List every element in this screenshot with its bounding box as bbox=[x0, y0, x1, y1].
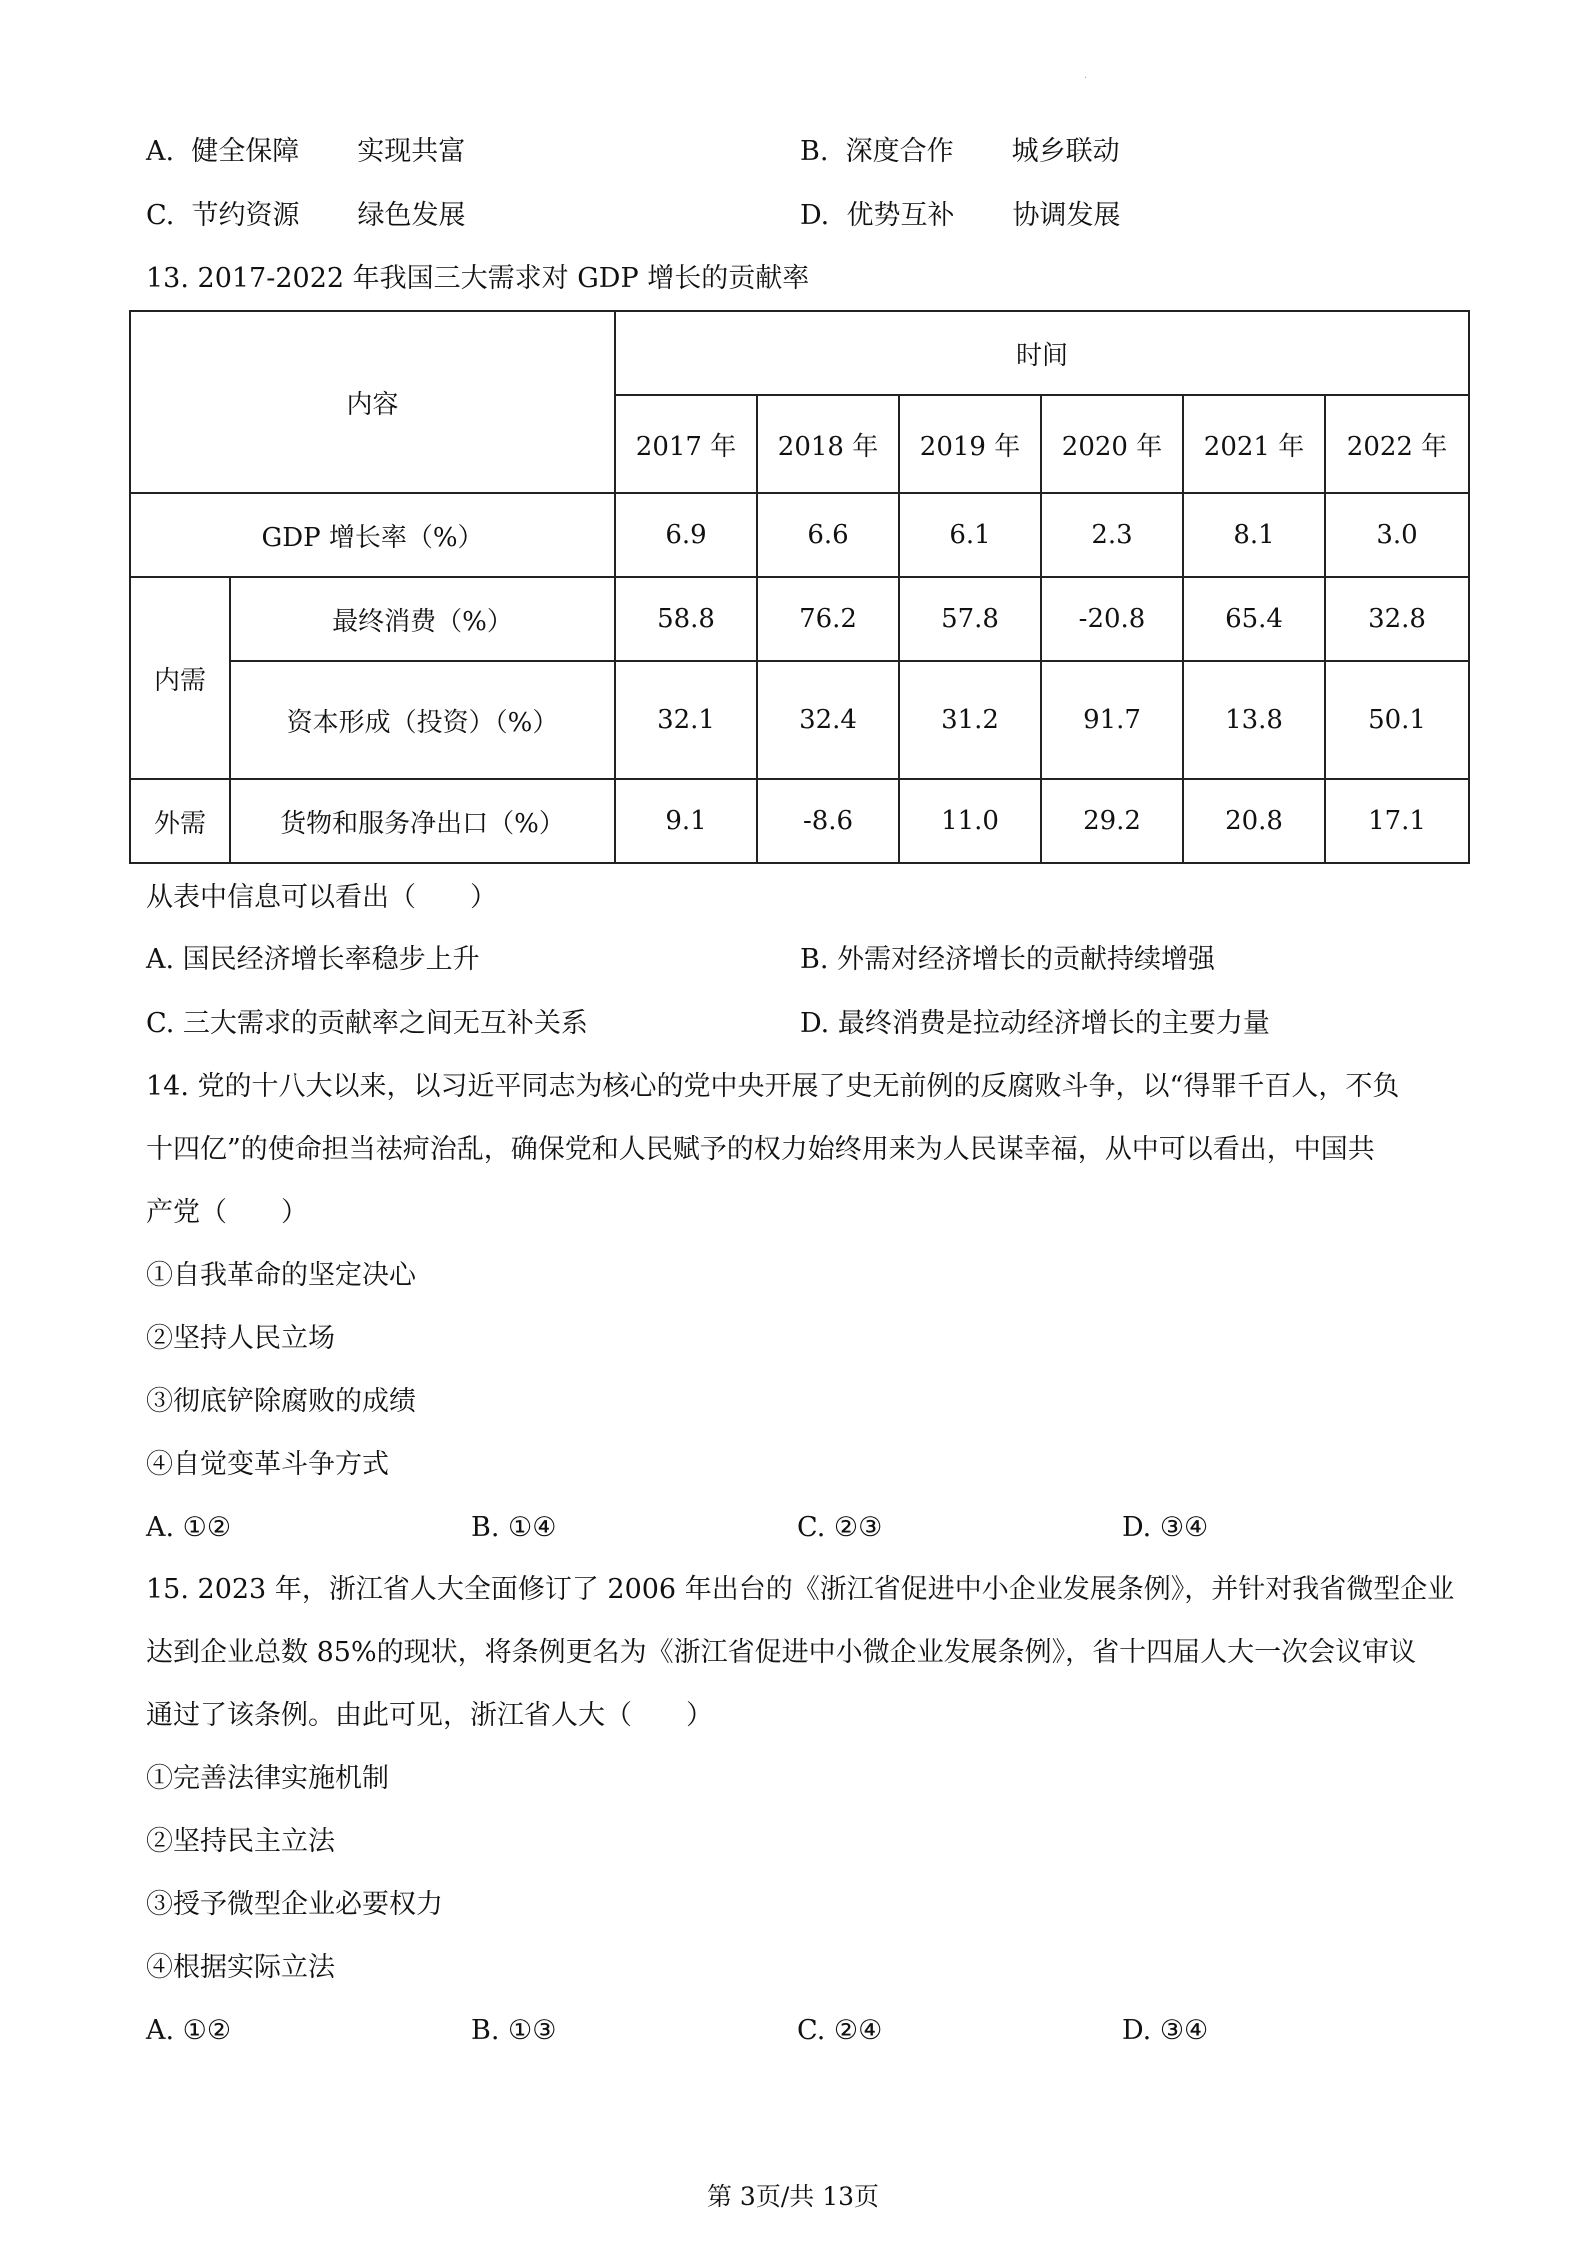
gdp-row bbox=[130, 493, 1469, 577]
value-cell: 31.2 bbox=[899, 661, 1041, 779]
q15-option-b: B. ①③ bbox=[471, 2015, 557, 2046]
q15-item-2: ②坚持民主立法 bbox=[146, 1826, 335, 1857]
option-text-2: 协调发展 bbox=[1012, 200, 1121, 231]
value-cell: -20.8 bbox=[1041, 577, 1183, 661]
q15-option-c: C. ②④ bbox=[797, 2015, 883, 2046]
q14-item-3: ③彻底铲除腐败的成绩 bbox=[146, 1386, 416, 1417]
value-cell: 13.8 bbox=[1183, 661, 1325, 779]
option-text-1: 健全保障 bbox=[191, 136, 300, 167]
row-label: 货物和服务净出口（%） bbox=[230, 779, 615, 863]
row-label: 最终消费（%） bbox=[230, 577, 615, 661]
q15-item-1: ①完善法律实施机制 bbox=[146, 1763, 389, 1794]
option-letter: B. bbox=[800, 136, 829, 167]
scan-dot: . bbox=[1084, 70, 1088, 81]
value-cell: 6.6 bbox=[757, 493, 899, 577]
q14-option-c: C. ②③ bbox=[797, 1512, 883, 1543]
q12-option-a bbox=[146, 134, 465, 170]
q14-item-4: ④自觉变革斗争方式 bbox=[146, 1449, 389, 1480]
value-cell: 76.2 bbox=[757, 577, 899, 661]
value-cell: 32.8 bbox=[1325, 577, 1469, 661]
value-cell: 6.9 bbox=[615, 493, 757, 577]
value-cell: 65.4 bbox=[1183, 577, 1325, 661]
q13-stem: 从表中信息可以看出（ ） bbox=[146, 882, 497, 913]
value-cell: 17.1 bbox=[1325, 779, 1469, 863]
year-cell: 2020 年 bbox=[1041, 395, 1183, 493]
value-cell: 3.0 bbox=[1325, 493, 1469, 577]
q15-item-3: ③授予微型企业必要权力 bbox=[146, 1889, 443, 1920]
q15-option-a: A. ①② bbox=[146, 2015, 232, 2046]
net-export-row bbox=[130, 779, 1469, 863]
q13-option-b: B. 外需对经济增长的贡献持续增强 bbox=[800, 944, 1216, 975]
year-cell: 2022 年 bbox=[1325, 395, 1469, 493]
group-label: 外需 bbox=[130, 779, 230, 863]
year-cell: 2018 年 bbox=[757, 395, 899, 493]
q12-option-c bbox=[146, 198, 465, 234]
option-letter: A. bbox=[146, 136, 175, 167]
content-header: 内容 bbox=[130, 311, 615, 493]
q12-option-d bbox=[800, 198, 1120, 234]
value-cell: 32.4 bbox=[757, 661, 899, 779]
q14-line-3: 产党（ ） bbox=[146, 1197, 308, 1228]
q15-option-d: D. ③④ bbox=[1122, 2015, 1209, 2046]
q14-option-a: A. ①② bbox=[146, 1512, 232, 1543]
q13-option-d: D. 最终消费是拉动经济增长的主要力量 bbox=[800, 1008, 1270, 1039]
value-cell: 50.1 bbox=[1325, 661, 1469, 779]
value-cell: 57.8 bbox=[899, 577, 1041, 661]
row-label: GDP 增长率（%） bbox=[130, 493, 615, 577]
consumption-row bbox=[130, 577, 1469, 661]
value-cell: 29.2 bbox=[1041, 779, 1183, 863]
q14-item-2: ②坚持人民立场 bbox=[146, 1323, 335, 1354]
q12-option-b bbox=[800, 134, 1120, 170]
q14-option-d: D. ③④ bbox=[1122, 1512, 1209, 1543]
q13-option-a: A. 国民经济增长率稳步上升 bbox=[146, 944, 480, 975]
group-label: 内需 bbox=[130, 577, 230, 779]
q13-option-c: C. 三大需求的贡献率之间无互补关系 bbox=[146, 1008, 588, 1039]
value-cell: 91.7 bbox=[1041, 661, 1183, 779]
q14-option-b: B. ①④ bbox=[471, 1512, 557, 1543]
q14-line-2: 十四亿”的使命担当祛疴治乱，确保党和人民赋予的权力始终用来为人民谋幸福，从中可以看出，中国共 bbox=[146, 1134, 1375, 1165]
option-text-2: 实现共富 bbox=[357, 136, 466, 167]
value-cell: -8.6 bbox=[757, 779, 899, 863]
row-label: 资本形成（投资）（%） bbox=[230, 661, 615, 779]
q15-item-4: ④根据实际立法 bbox=[146, 1952, 335, 1983]
value-cell: 2.3 bbox=[1041, 493, 1183, 577]
value-cell: 11.0 bbox=[899, 779, 1041, 863]
year-cell: 2017 年 bbox=[615, 395, 757, 493]
option-text-1: 优势互补 bbox=[846, 200, 955, 231]
value-cell: 8.1 bbox=[1183, 493, 1325, 577]
year-cell: 2019 年 bbox=[899, 395, 1041, 493]
year-cell: 2021 年 bbox=[1183, 395, 1325, 493]
option-text-1: 节约资源 bbox=[191, 200, 300, 231]
q13-title: 13. 2017-2022 年我国三大需求对 GDP 增长的贡献率 bbox=[146, 263, 810, 294]
value-cell: 6.1 bbox=[899, 493, 1041, 577]
value-cell: 32.1 bbox=[615, 661, 757, 779]
option-text-2: 城乡联动 bbox=[1011, 136, 1120, 167]
page-footer: 第 3页/共 13页 bbox=[706, 2182, 880, 2211]
investment-row bbox=[130, 661, 1469, 779]
value-cell: 20.8 bbox=[1183, 779, 1325, 863]
q14-line-1: 14. 党的十八大以来，以习近平同志为核心的党中央开展了史无前例的反腐败斗争，以“得罪千百人，不负 bbox=[146, 1071, 1400, 1102]
value-cell: 9.1 bbox=[615, 779, 757, 863]
option-text-2: 绿色发展 bbox=[357, 200, 466, 231]
q15-line-2: 达到企业总数 85%的现状，将条例更名为《浙江省促进中小微企业发展条例》，省十四届人大一次会议审议 bbox=[146, 1637, 1417, 1668]
gdp-contribution-table bbox=[129, 310, 1470, 864]
option-text-1: 深度合作 bbox=[845, 136, 954, 167]
q14-item-1: ①自我革命的坚定决心 bbox=[146, 1260, 416, 1291]
q15-line-1: 15. 2023 年，浙江省人大全面修订了 2006 年出台的《浙江省促进中小企业发展条例》，并针对我省微型企业 bbox=[146, 1574, 1455, 1605]
time-header: 时间 bbox=[615, 311, 1469, 395]
option-letter: D. bbox=[800, 200, 830, 231]
q15-line-3: 通过了该条例。由此可见，浙江省人大（ ） bbox=[146, 1700, 713, 1731]
option-letter: C. bbox=[146, 200, 175, 231]
value-cell: 58.8 bbox=[615, 577, 757, 661]
